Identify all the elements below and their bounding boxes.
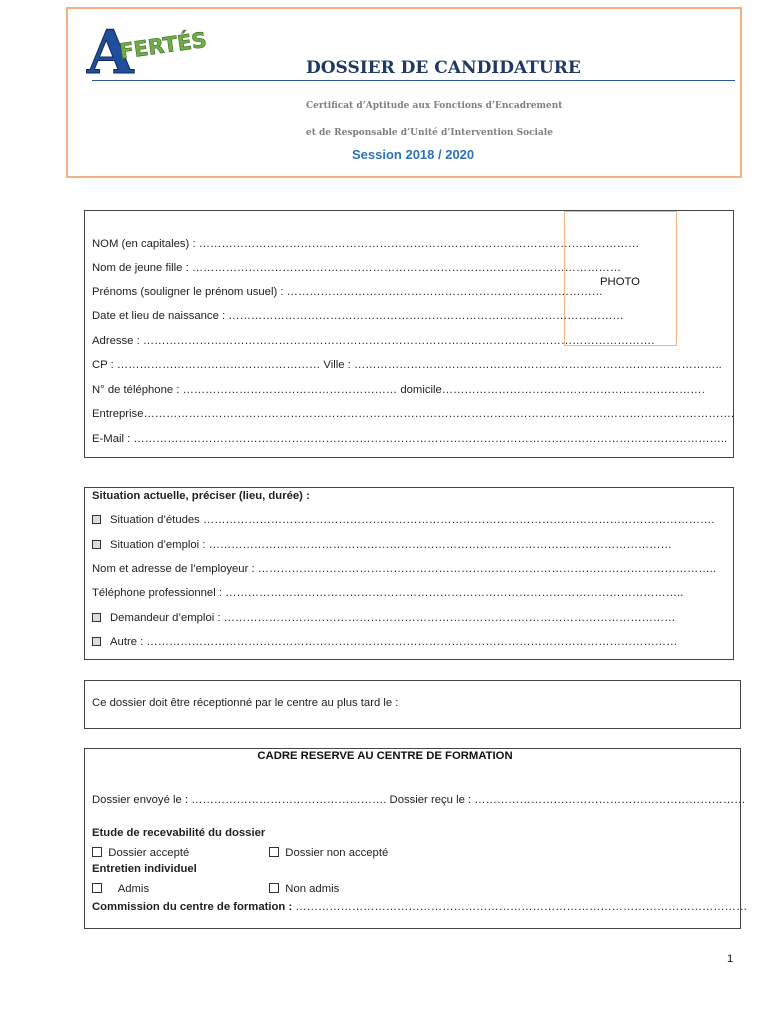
- non-accepte-checkbox[interactable]: [269, 847, 279, 857]
- tel-pro-field[interactable]: Téléphone professionnel : …………………………………………………………………………………………………………..: [92, 587, 684, 599]
- commission-dots: …………………………………………………………………………………………………………: [292, 901, 748, 913]
- reserve-title: CADRE RESERVE AU CENTRE DE FORMATION: [257, 750, 513, 762]
- cp-ville-field[interactable]: CP : ……………………………………………… Ville : ……………………………………………………………………………………..: [92, 359, 722, 371]
- admis-row: [92, 883, 149, 895]
- autre-row: [92, 636, 677, 648]
- situation-emploi-row: [92, 539, 672, 551]
- photo-label: PHOTO: [600, 276, 640, 288]
- telephone-field[interactable]: N° de téléphone : ………………………………………………… domicile…………………………………………………………….: [92, 384, 705, 396]
- demandeur-checkbox[interactable]: [92, 613, 101, 622]
- accepte-checkbox[interactable]: [92, 847, 102, 857]
- photo-box[interactable]: [564, 211, 677, 346]
- situation-etudes-row: [92, 514, 714, 526]
- admis-checkbox[interactable]: [92, 883, 102, 893]
- nom-jeune-fille-field[interactable]: Nom de jeune fille : ……………………………………………………………………………………………………: [92, 262, 622, 274]
- document-title: DOSSIER DE CANDIDATURE: [306, 58, 581, 78]
- entretien-heading: Entretien individuel: [92, 863, 197, 875]
- etudes-checkbox[interactable]: [92, 515, 101, 524]
- demandeur-label: Demandeur d’emploi : …………………………………………………………………………………………………………: [110, 612, 676, 624]
- non-admis-row: [269, 883, 339, 895]
- autre-label: Autre : ……………………………………………………………………………………………………………………………: [110, 636, 678, 648]
- situation-heading: Situation actuelle, préciser (lieu, durée) :: [92, 490, 310, 502]
- employeur-field[interactable]: Nom et adresse de l’employeur : …………………………………………………………………………………………………………..: [92, 563, 716, 575]
- svg-text:A: A: [87, 18, 134, 88]
- commission-row[interactable]: [92, 901, 747, 913]
- emploi-label: Situation d’emploi : ……………………………………………………………………………………………………………: [110, 539, 672, 551]
- etudes-label: Situation d’études ……………………………………………………………………………………………………………………….: [110, 514, 715, 526]
- nom-field[interactable]: NOM (en capitales) : ………………………………………………………………………………………………………: [92, 238, 640, 250]
- emploi-checkbox[interactable]: [92, 540, 101, 549]
- deadline-text: Ce dossier doit être réceptionné par le centre au plus tard le :: [92, 697, 399, 709]
- accepte-row: [92, 847, 189, 859]
- admis-label: Admis: [117, 883, 150, 895]
- prenoms-field[interactable]: Prénoms (souligner le prénom usuel) : …………………………………………………………………………: [92, 286, 603, 298]
- subtitle-line-1: Certificat d’Aptitude aux Fonctions d’Encadrement: [306, 101, 563, 111]
- subtitle-line-2: et de Responsable d’Unité d’Intervention Sociale: [306, 128, 553, 138]
- accepte-label: Dossier accepté: [108, 847, 190, 859]
- session-label: Session 2018 / 2020: [352, 147, 475, 162]
- svg-text:FERTÉS: FERTÉS: [118, 27, 209, 64]
- entreprise-field[interactable]: Entreprise………………………………………………………………………………………………………………………………………….: [92, 408, 735, 420]
- non-admis-checkbox[interactable]: [269, 883, 279, 893]
- envoye-recu-field[interactable]: Dossier envoyé le : ……………………………………………. Dossier reçu le : ………………………………………………………………: [92, 794, 746, 806]
- adresse-field[interactable]: Adresse : ……………………………………………………………………………………………………………………….: [92, 335, 655, 347]
- non-admis-label: Non admis: [285, 883, 340, 895]
- email-field[interactable]: E-Mail : …………………………………………………………………………………………………………………………………………..: [92, 433, 728, 445]
- autre-checkbox[interactable]: [92, 637, 101, 646]
- non-accepte-label: Dossier non accepté: [285, 847, 389, 859]
- recevabilite-heading: Etude de recevabilité du dossier: [92, 827, 266, 839]
- page-number: 1: [727, 953, 734, 965]
- demandeur-row: [92, 612, 676, 624]
- naissance-field[interactable]: Date et lieu de naissance : ……………………………………………………………………………………………: [92, 310, 624, 322]
- non-accepte-row: [269, 847, 388, 859]
- commission-label: Commission du centre de formation :: [92, 901, 293, 913]
